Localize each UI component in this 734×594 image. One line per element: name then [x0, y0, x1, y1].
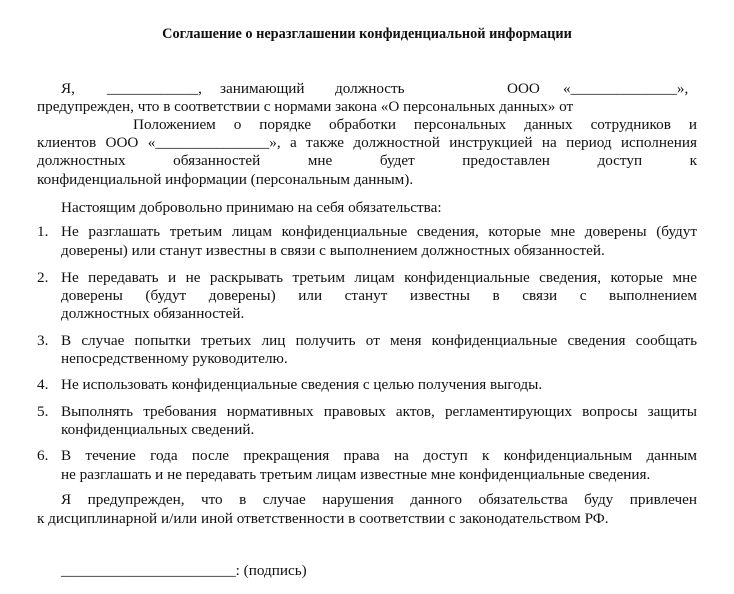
item-2-line-2: доверены (будут доверены) или станут известны в связи с выполнением	[61, 287, 697, 304]
item-number-5: 5.	[37, 403, 49, 420]
item-6-line-1: В течение года после прекращения права на доступ к конфиденциальным данным	[61, 447, 697, 464]
intro-line-6: конфиденциальной информации (персональным данным).	[37, 171, 414, 188]
item-3-line-2: непосредственному руководителю.	[61, 350, 288, 367]
signature-line: _______________________	[61, 562, 236, 579]
item-2-line-3: должностных обязанностей.	[61, 305, 245, 322]
intro-line-3: Положением о порядке обработки персональных данных сотрудников и	[133, 116, 697, 133]
intro-name-blank: ____________,	[107, 80, 202, 97]
warning-line-2: к дисциплинарной и/или иной ответственности в соответствии с законодательством РФ.	[37, 510, 609, 527]
intro-position: должность	[335, 80, 405, 97]
intro-pronoun: Я,	[61, 80, 75, 97]
item-1-line-1: Не разглашать третьим лицам конфиденциальные сведения, которые мне доверены (будут	[61, 223, 697, 240]
signature-label: : (подпись)	[235, 562, 307, 579]
item-3-line-1: В случае попытки третьих лиц получить от меня конфиденциальные сведения сообщать	[61, 332, 697, 349]
item-4-line-1: Не использовать конфиденциальные сведения с целью получения выгоды.	[61, 376, 543, 393]
intro-company-blank: «______________»,	[563, 80, 689, 97]
item-1-line-2: доверены) или станут известны в связи с выполнением должностных обязанностей.	[61, 242, 605, 259]
item-2-line-1: Не передавать и не раскрывать третьим лицам конфиденциальные сведения, которые мне	[61, 269, 697, 286]
intro-line-5: должностных обязанностей мне будет предоставлен доступ к	[37, 152, 697, 169]
signature-block	[61, 561, 461, 581]
item-number-2: 2.	[37, 269, 49, 286]
document-title: Соглашение о неразглашении конфиденциальной информации	[162, 26, 572, 42]
item-5-line-1: Выполнять требования нормативных правовых актов, регламентирующих вопросы защиты	[61, 403, 697, 420]
item-number-3: 3.	[37, 332, 49, 349]
item-number-1: 1.	[37, 223, 49, 240]
item-6-line-2: не разглашать и не передавать третьим лицам известные мне конфиденциальные сведения.	[61, 466, 651, 483]
intro-occupying: занимающий	[220, 80, 305, 97]
item-5-line-2: конфиденциальных сведений.	[61, 421, 255, 438]
intro-line-2: предупрежден, что в соответствии с нормами закона «О персональных данных» от	[37, 98, 574, 115]
item-number-4: 4.	[37, 376, 49, 393]
item-number-6: 6.	[37, 447, 49, 464]
intro-company-type: ООО	[507, 80, 540, 97]
commitments-intro: Настоящим добровольно принимаю на себя обязательства:	[61, 199, 442, 216]
warning-line-1: Я предупрежден, что в случае нарушения данного обязательства буду привлечен	[61, 491, 697, 508]
intro-line-1	[37, 79, 697, 99]
intro-line-4: клиентов ООО «_______________», а также должностной инструкцией на период исполнения	[37, 134, 697, 151]
